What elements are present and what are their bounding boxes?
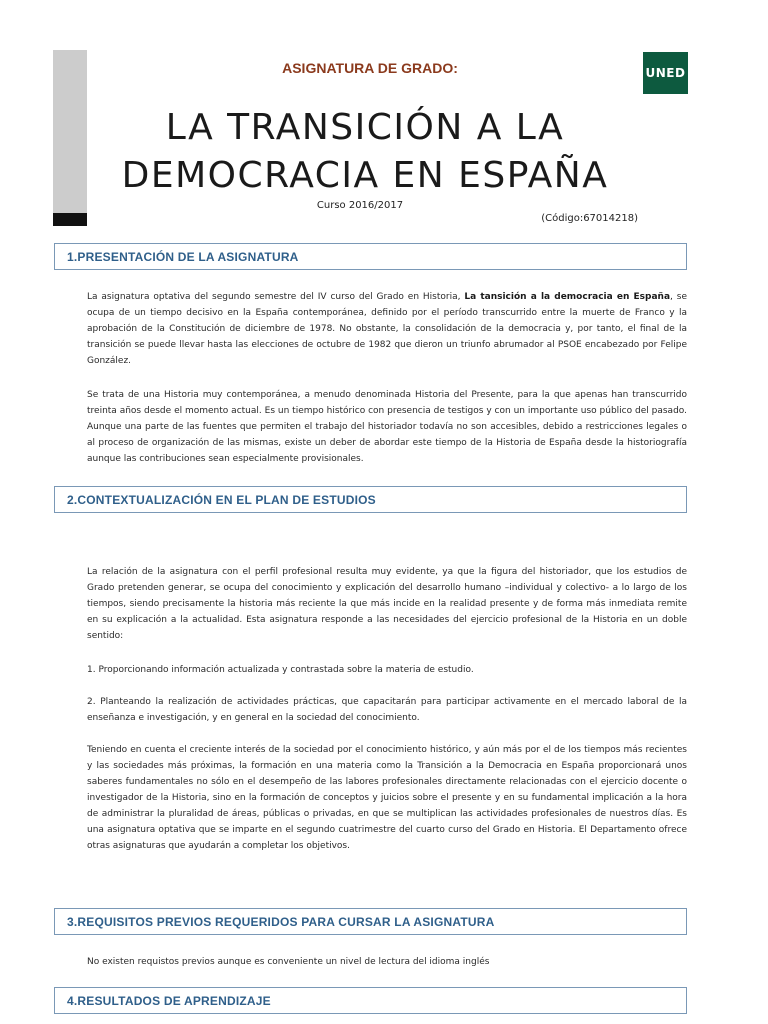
section-heading-resultados: 4.RESULTADOS DE APRENDIZAJE: [54, 987, 687, 1014]
uned-logo: [643, 52, 688, 94]
section-1-paragraph-1: [87, 289, 687, 369]
logo-text: UNED: [645, 66, 686, 80]
section-1-paragraph-2: Se trata de una Historia muy contemporánea, a menudo denominada Historia del Presente, para la que apenas han transcurrido treinta años desde el momento actual. Es un tiempo histórico con presencia de testigos y con un importante uso público del pasado. Aunque una parte de las fuentes que permiten el trabajo del historiador todavía no son accesibles, debido a restricciones legales o al proceso de organización de las mismas, existe un deber de abordar este tiempo de la Historia de España desde la historiografía aunque las contribuciones sean especialmente provisionales.: [87, 390, 687, 464]
section-2-paragraph-1: La relación de la asignatura con el perfil profesional resulta muy evidente, ya que la figura del historiador, que los estudios de Grado pretenden generar, se ocupa del conocimiento y explicación del desarrollo humano –individual y colectivo- a lo largo de los tiempos, siendo precisamente la historia más reciente la que más incide en la realidad presente y de forma más inmediata remite en su explicación a la actualidad. Esta asignatura responde a las necesidades del ejercicio profesional de la Historia en un doble sentido:: [87, 567, 687, 641]
title-line-2: DEMOCRACIA EN ESPAÑA: [121, 155, 609, 196]
document-kicker: ASIGNATURA DE GRADO:: [282, 60, 458, 76]
section-3-paragraph-1: No existen requistos previos aunque es conveniente un nivel de lectura del idioma inglés: [87, 957, 490, 967]
title-line-1: LA TRANSICIÓN A LA: [165, 107, 565, 148]
section-2-paragraph-3: 2. Planteando la realización de actividades prácticas, que capacitarán para participar activamente en el mercado laboral de la enseñanza e investigación, y en general en la sociedad del conocimiento.: [87, 697, 687, 723]
section-heading-requisitos: 3.REQUISITOS PREVIOS REQUERIDOS PARA CURSAR LA ASIGNATURA: [54, 908, 687, 935]
text-run: , se ocupa de un tiempo decisivo en la España contemporánea, definido por el período transcurrido entre la muerte de Franco y la aprobación de la Constitución de diciembre de 1978. No obstante, la consolidación de la democracia y, por tanto, el final de la transición se puede llevar hasta las elecciones de octubre de 1982 que dieron un triunfo abrumador al PSOE encabezado por Felipe González.: [87, 292, 687, 366]
section-2-paragraph-2: 1. Proporcionando información actualizada y contrastada sobre la materia de estudio.: [87, 665, 474, 675]
decorative-black-bar: [53, 213, 87, 226]
decorative-gray-bar: [53, 50, 87, 213]
text-run: La asignatura optativa del segundo semestre del IV curso del Grado en Historia,: [87, 292, 465, 302]
course-code: (Código:67014218): [541, 213, 638, 224]
section-heading-contextualizacion: 2.CONTEXTUALIZACIÓN EN EL PLAN DE ESTUDIOS: [54, 486, 687, 513]
section-heading-presentacion: 1.PRESENTACIÓN DE LA ASIGNATURA: [54, 243, 687, 270]
section-2-paragraph-4: Teniendo en cuenta el creciente interés de la sociedad por el conocimiento histórico, y aún más por el de los tiempos más recientes y las sociedades más próximas, la formación en una materia como la Transición a la Democracia en España proporcionará unos saberes fundamentales no sólo en el desempeño de las labores profesionales directamente relacionadas con el ejercicio docente o investigador de la Historia, sino en la formación de conceptos y juicios sobre el presente y en su fundamental implicación a la hora de administrar la pluralidad de áreas, públicas o privadas, en que se multiplican las actividades profesionales de nuestros días. Es una asignatura optativa que se imparte en el segundo cuatrimestre del cuarto curso del Grado en Historia. El Departamento ofrece otras asignaturas que ayudarán a completar los objetivos.: [87, 745, 687, 851]
course-year: Curso 2016/2017: [316, 200, 404, 211]
page-title: [95, 104, 635, 200]
text-run-bold: La tansición a la democracia en España: [464, 292, 671, 302]
